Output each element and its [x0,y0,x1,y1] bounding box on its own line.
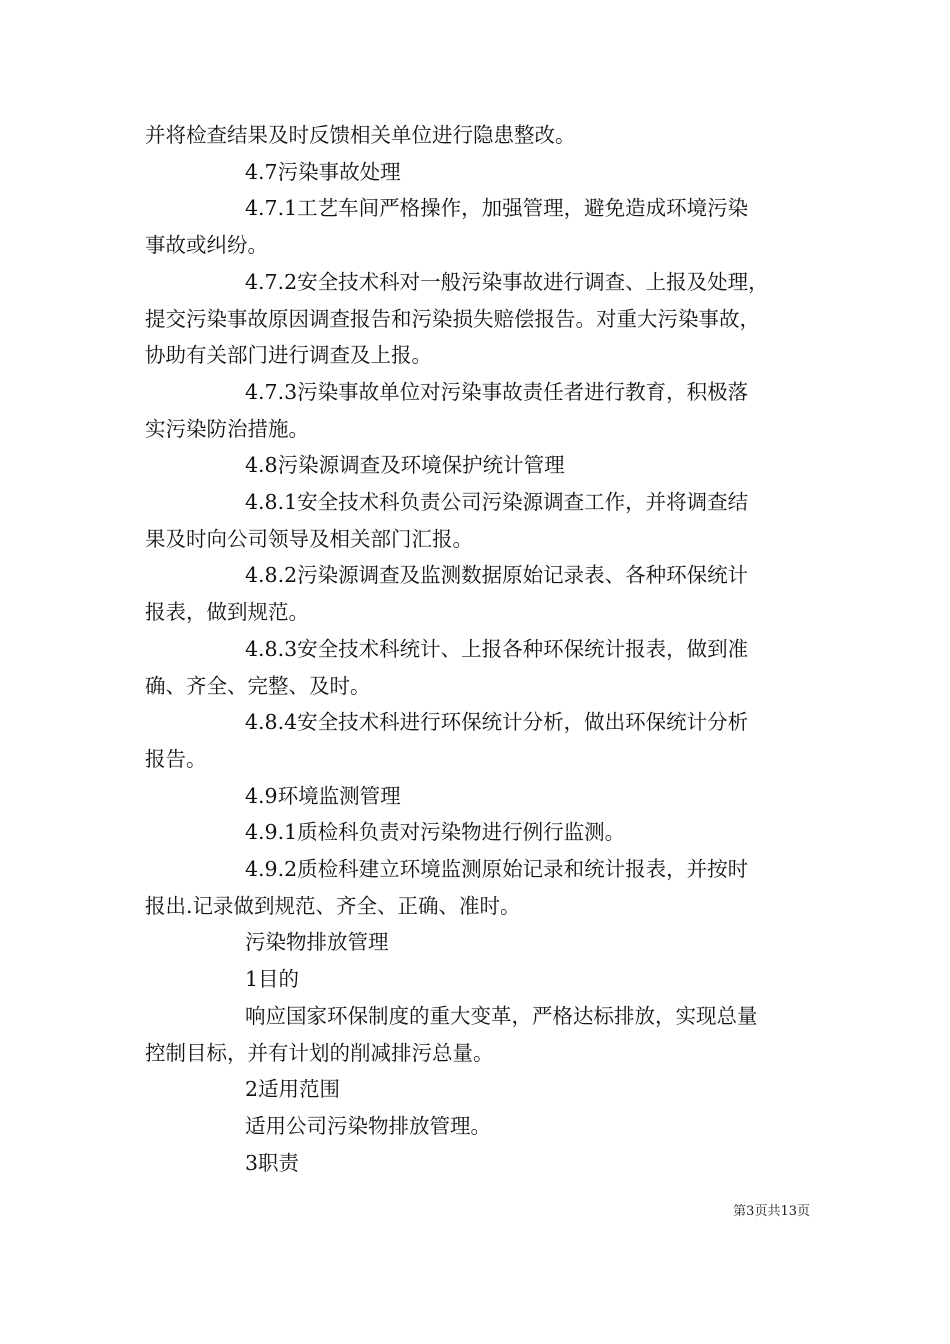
text-line: 果及时向公司领导及相关部门汇报。 [145,526,473,551]
text-line: 报表，做到规范。 [145,600,309,625]
body-text [145,117,810,1181]
text-line: 4.8.1安全技术科负责公司污染源调查工作，并将调查结 [245,490,749,515]
text-line: 确、齐全、完整、及时。 [145,673,371,698]
text-line: 4.8.3安全技术科统计、上报各种环保统计报表，做到准 [245,636,749,661]
text-line: 4.9.2质检科建立环境监测原始记录和统计报表，并按时 [245,857,749,882]
section-heading: 4.8污染源调查及环境保护统计管理 [245,453,565,478]
text-line: 实污染防治措施。 [145,416,309,441]
section-heading: 污染物排放管理 [245,930,389,955]
text-line: 4.7.1工艺车间严格操作，加强管理，避免造成环境污染 [245,196,749,221]
text-line: 事故或纠纷。 [145,233,268,258]
text-line: 适用公司污染物排放管理。 [245,1113,491,1138]
text-line: 报告。 [145,746,207,771]
text-line: 报出.记录做到规范、齐全、正确、准时。 [145,893,521,918]
section-heading: 1目的 [245,967,300,992]
text-line: 4.8.2污染源调查及监测数据原始记录表、各种环保统计 [245,563,749,588]
text-line: 4.7.3污染事故单位对污染事故责任者进行教育，积极落 [245,379,749,404]
section-heading: 3职责 [245,1150,300,1175]
text-line: 4.8.4安全技术科进行环保统计分析，做出环保统计分析 [245,710,749,735]
text-line: 提交污染事故原因调查报告和污染损失赔偿报告。对重大污染事故， [145,306,760,331]
page-number: 第3页共13页 [733,1204,810,1219]
section-heading: 4.9环境监测管理 [245,783,401,808]
text-line: 响应国家环保制度的重大变革，严格达标排放，实现总量 [245,1003,758,1028]
text-line: 控制目标，并有计划的削减排污总量。 [145,1040,494,1065]
text-line: 并将检查结果及时反馈相关单位进行隐患整改。 [145,123,576,147]
text-line: 协助有关部门进行调查及上报。 [145,343,432,368]
section-heading: 2适用范围 [245,1077,341,1102]
text-line: 4.9.1质检科负责对污染物进行例行监测。 [245,820,626,845]
text-line: 4.7.2安全技术科对一般污染事故进行调查、上报及处理， [245,269,769,294]
section-heading: 4.7污染事故处理 [245,159,401,184]
